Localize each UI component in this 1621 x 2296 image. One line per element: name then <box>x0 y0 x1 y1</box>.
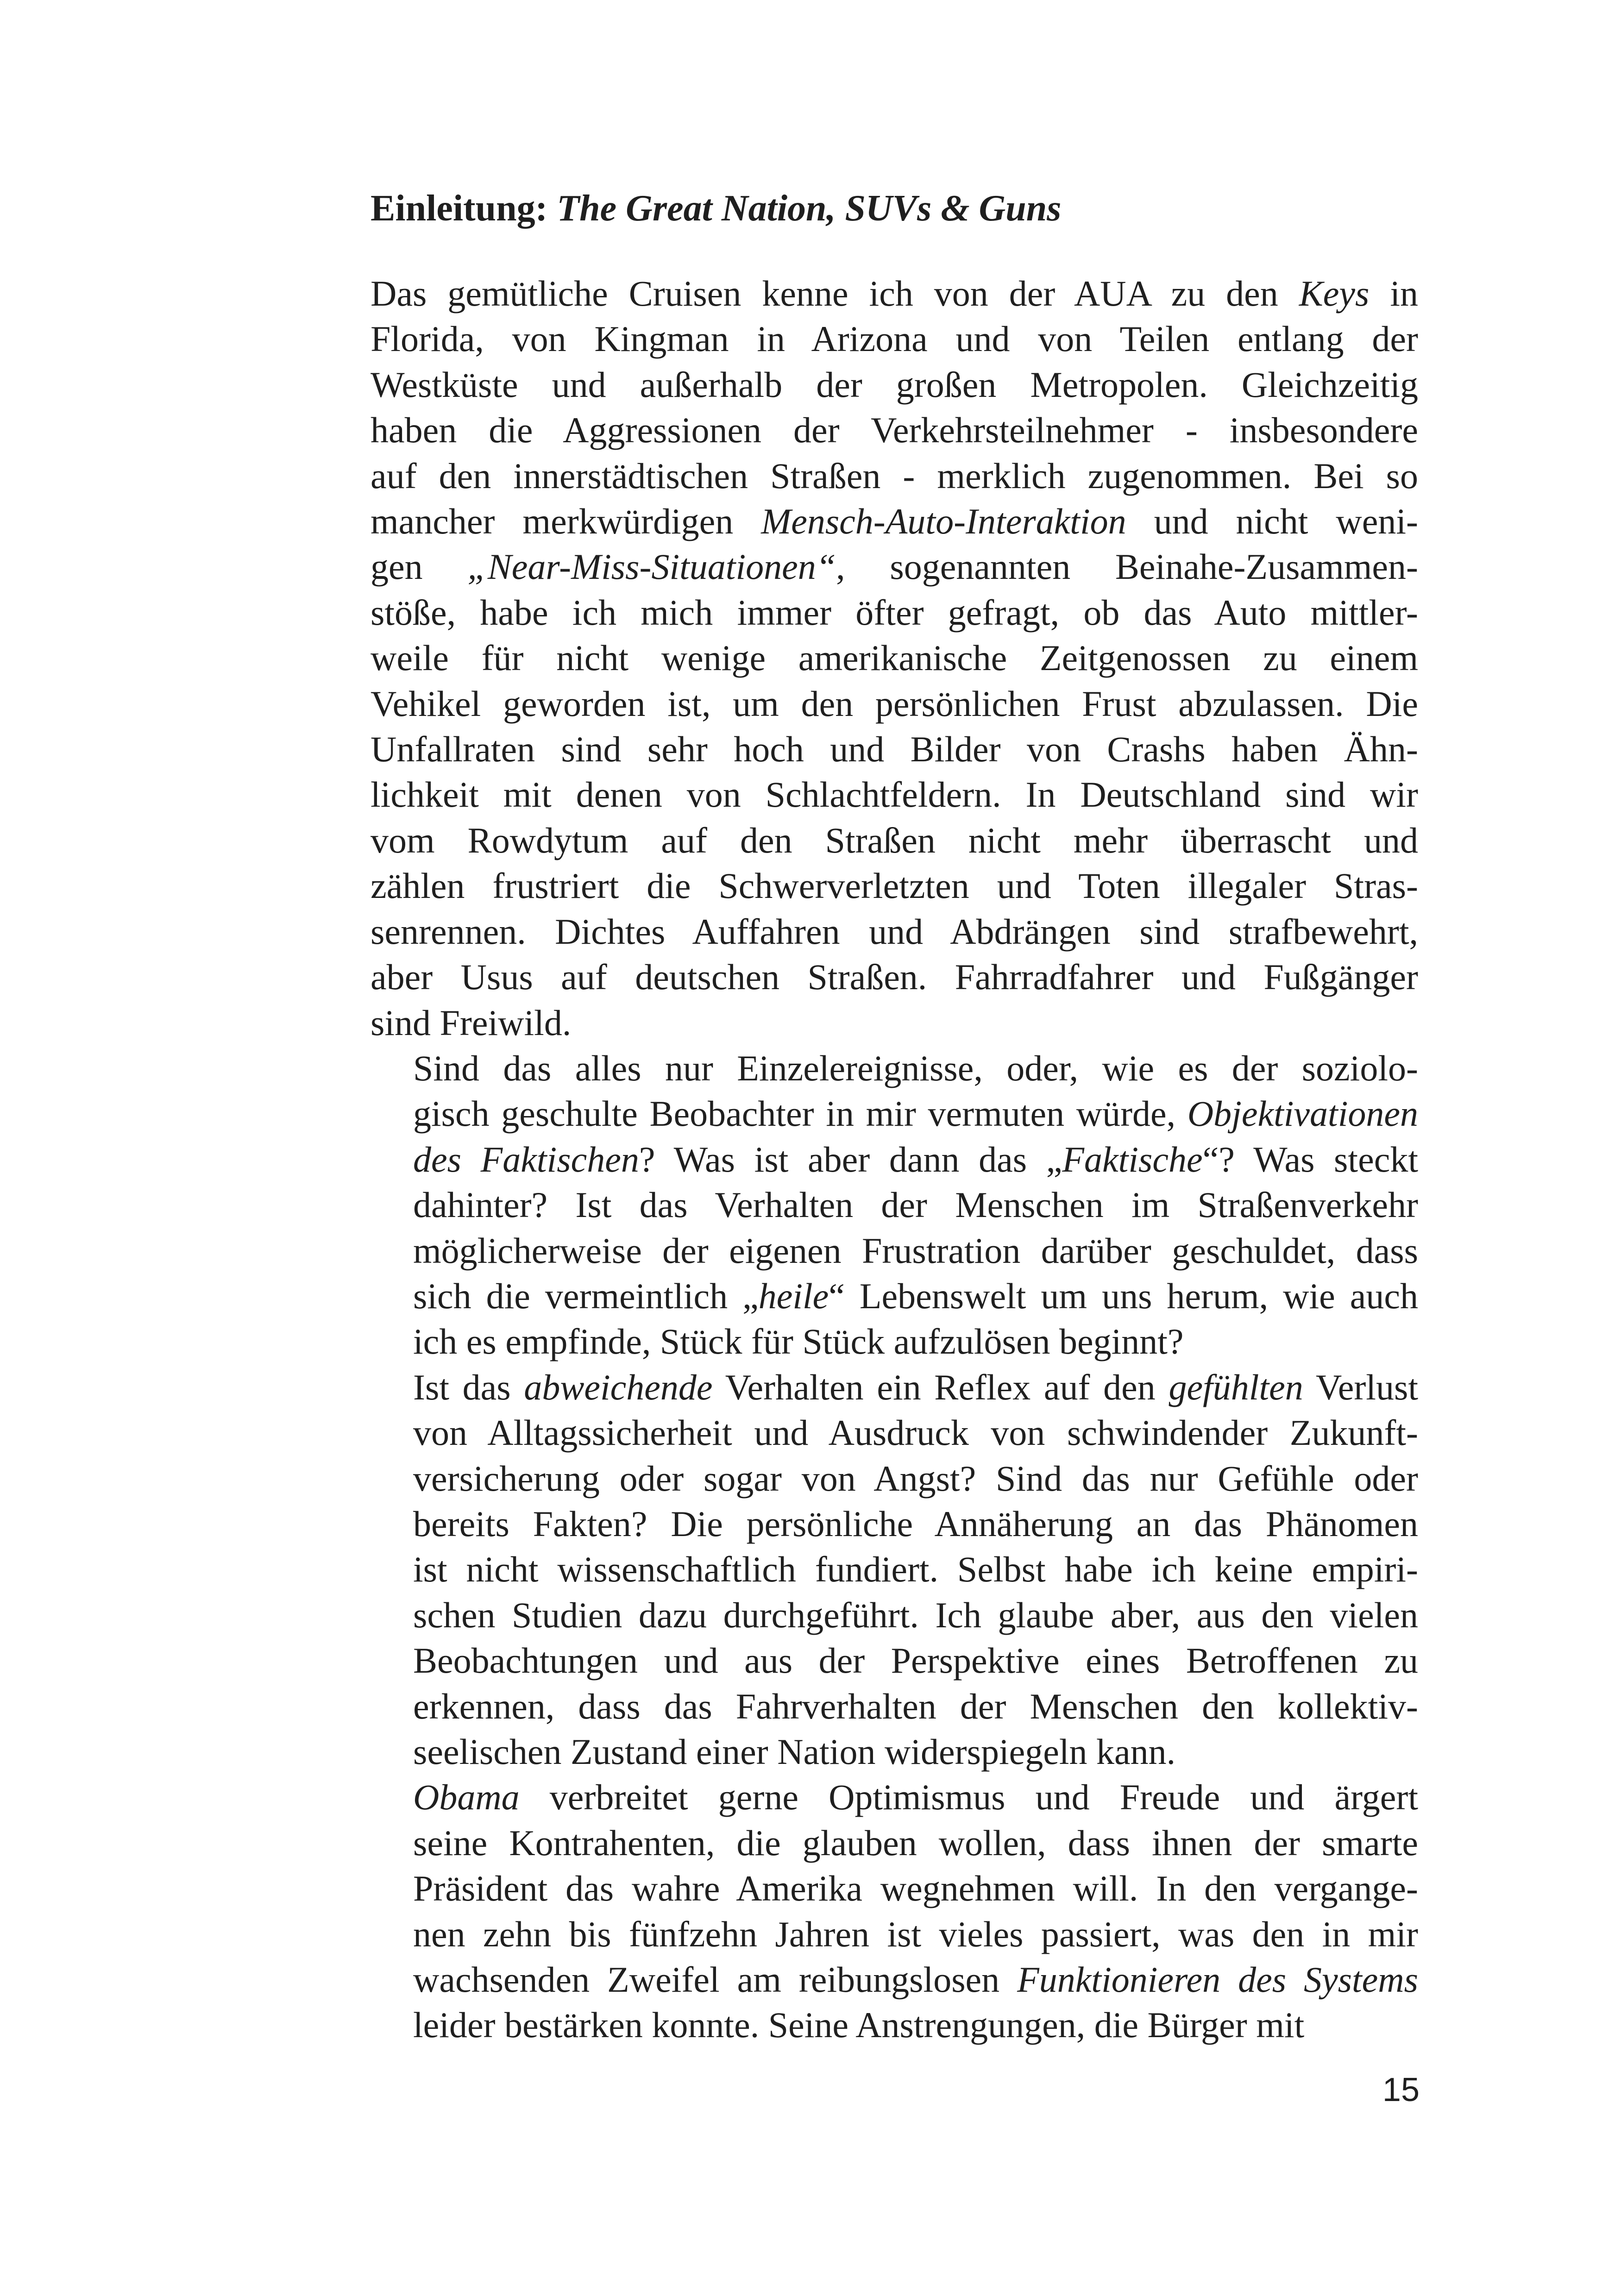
text-run: wachsenden Zweifel am reibungslosen <box>413 1959 1018 2000</box>
text-line <box>371 863 1418 909</box>
paragraph <box>371 271 1418 1046</box>
text-line <box>371 362 1418 408</box>
text-run: haben die Aggressionen der Verkehrsteilnehmer - insbesondere <box>371 410 1418 451</box>
text-run: “ Lebenswelt um uns herum, wie auch <box>829 1275 1418 1316</box>
text-run: sich die vermeintlich „ <box>413 1275 759 1316</box>
text-run: Präsident das wahre Amerika wegnehmen will. In den vergange- <box>413 1868 1418 1909</box>
text-run: in <box>1369 273 1418 314</box>
text-line <box>371 1866 1418 1911</box>
text-line <box>371 408 1418 453</box>
text-line <box>371 544 1418 590</box>
text-line <box>371 1820 1418 1866</box>
text-run: weile für nicht wenige amerikanische Zeitgenossen zu einem <box>371 638 1418 678</box>
text-line <box>371 1456 1418 1501</box>
text-run: zählen frustriert die Schwerverletzten und Toten illegaler Stras- <box>371 866 1418 906</box>
text-line <box>371 453 1418 499</box>
text-run: nen zehn bis fünfzehn Jahren ist vieles passiert, was den in mir <box>413 1913 1418 1954</box>
text-run: seelischen Zustand einer Nation widerspiegeln kann. <box>413 1731 1176 1772</box>
text-run: Sind das alles nur Einzelereignisse, oder, wie es der soziolo- <box>413 1048 1418 1088</box>
text-run: vom Rowdytum auf den Straßen nicht mehr überrascht und <box>371 820 1418 860</box>
text-line <box>371 1501 1418 1547</box>
text-run: ? Was ist aber dann das „ <box>639 1139 1062 1179</box>
text-run: sind Freiwild. <box>371 1002 572 1043</box>
text-run: “? Was steckt <box>1202 1139 1418 1179</box>
italic-text: Objektivationen <box>1187 1093 1418 1134</box>
text-run: gen <box>371 546 468 587</box>
text-run: von Alltagssicherheit und Ausdruck von schwindender Zukunft- <box>413 1412 1418 1453</box>
text-run: und nicht weni- <box>1126 501 1418 542</box>
paragraph <box>371 1046 1418 1365</box>
text-line <box>371 635 1418 681</box>
text-line <box>371 590 1418 635</box>
text-line <box>371 954 1418 1000</box>
text-run: Florida, von Kingman in Arizona und von Teilen entlang der <box>371 319 1418 359</box>
italic-text: des Faktischen <box>413 1139 639 1179</box>
text-line <box>371 499 1418 544</box>
text-run: Unfallraten sind sehr hoch und Bilder von Crashs haben Ähn- <box>371 729 1418 770</box>
text-line <box>371 1912 1418 1957</box>
italic-text: Faktische <box>1062 1139 1203 1179</box>
text-run: Beobachtungen und aus der Perspektive eines Betroffenen zu <box>413 1640 1418 1681</box>
text-line <box>371 1684 1418 1729</box>
italic-text: Mensch-Auto-Interaktion <box>761 501 1126 542</box>
text-run: verbreitet gerne Optimismus und Freude und ärgert <box>519 1777 1418 1818</box>
body-text <box>371 271 1418 2048</box>
text-line <box>371 1046 1418 1091</box>
text-run: Das gemütliche Cruisen kenne ich von der AUA zu den <box>371 273 1299 314</box>
text-run: schen Studien dazu durchgeführt. Ich glaube aber, aus den vielen <box>413 1594 1418 1635</box>
text-line <box>371 1137 1418 1182</box>
heading-title: The Great Nation, SUVs & Guns <box>557 188 1062 229</box>
text-line <box>371 1729 1418 1775</box>
text-line <box>371 1319 1418 1364</box>
paragraph <box>371 1365 1418 1775</box>
text-run: Verlust <box>1303 1367 1418 1407</box>
text-line <box>371 1228 1418 1273</box>
italic-text: Keys <box>1299 273 1370 314</box>
text-run: stöße, habe ich mich immer öfter gefragt, ob das Auto mittler- <box>371 592 1418 633</box>
text-line <box>371 1182 1418 1228</box>
text-line <box>371 1091 1418 1136</box>
text-run: auf den innerstädtischen Straßen - merklich zugenommen. Bei so <box>371 455 1418 496</box>
text-line <box>371 1593 1418 1638</box>
text-line <box>371 1410 1418 1455</box>
text-line <box>371 1638 1418 1683</box>
text-run: versicherung oder sogar von Angst? Sind das nur Gefühle oder <box>413 1458 1418 1499</box>
text-line <box>371 772 1418 817</box>
text-run: bereits Fakten? Die persönliche Annäherung an das Phänomen <box>413 1503 1418 1544</box>
text-line <box>371 681 1418 727</box>
chapter-heading <box>371 181 1436 236</box>
text-line <box>371 2002 1418 2048</box>
text-run: leider bestärken konnte. Seine Anstrengungen, die Bürger mit <box>413 2005 1305 2045</box>
paragraph <box>371 1775 1418 2048</box>
text-run: ist nicht wissenschaftlich fundiert. Selbst habe ich keine empiri- <box>413 1549 1418 1590</box>
italic-text: gefühlten <box>1169 1367 1303 1407</box>
text-run: seine Kontrahenten, die glauben wollen, dass ihnen der smarte <box>413 1822 1418 1863</box>
text-run: Westküste und außerhalb der großen Metropolen. Gleichzeitig <box>371 364 1418 405</box>
text-line <box>371 1957 1418 2002</box>
text-run: mancher merkwürdigen <box>371 501 761 542</box>
text-run: Vehikel geworden ist, um den persönlichen Frust abzulassen. Die <box>371 683 1418 724</box>
text-run: gisch geschulte Beobachter in mir vermuten würde, <box>413 1093 1187 1134</box>
text-line <box>371 271 1418 316</box>
italic-text: Funktionieren des Systems <box>1017 1959 1418 2000</box>
text-line <box>371 818 1418 863</box>
text-line <box>371 1547 1418 1592</box>
page-number: 15 <box>1382 2071 1420 2108</box>
italic-text: abweichende <box>524 1367 713 1407</box>
text-line <box>371 1000 1418 1046</box>
text-run: Verhalten ein Reflex auf den <box>712 1367 1169 1407</box>
text-line <box>371 1365 1418 1410</box>
text-run: ich es empfinde, Stück für Stück aufzulösen beginnt? <box>413 1321 1184 1362</box>
italic-text: Obama <box>413 1777 520 1818</box>
text-line <box>371 316 1418 362</box>
heading-label: Einleitung: <box>371 188 548 229</box>
text-run: erkennen, dass das Fahrverhalten der Menschen den kollektiv- <box>413 1686 1418 1726</box>
text-line <box>371 1273 1418 1319</box>
italic-text: „Near-Miss-Situationen“ <box>467 546 836 587</box>
text-line <box>371 1775 1418 1820</box>
text-run: Ist das <box>413 1367 524 1407</box>
text-run: möglicherweise der eigenen Frustration darüber geschuldet, dass <box>413 1230 1418 1271</box>
text-line <box>371 727 1418 772</box>
text-run: lichkeit mit denen von Schlachtfeldern. In Deutschland sind wir <box>371 774 1418 815</box>
text-line <box>371 909 1418 954</box>
text-run: aber Usus auf deutschen Straßen. Fahrradfahrer und Fußgänger <box>371 957 1418 997</box>
text-run: senrennen. Dichtes Auffahren und Abdrängen sind strafbewehrt, <box>371 911 1418 952</box>
text-run: , sogenannten Beinahe-Zusammen- <box>836 546 1418 587</box>
text-run: dahinter? Ist das Verhalten der Menschen im Straßenverkehr <box>413 1185 1418 1225</box>
italic-text: heile <box>758 1275 829 1316</box>
